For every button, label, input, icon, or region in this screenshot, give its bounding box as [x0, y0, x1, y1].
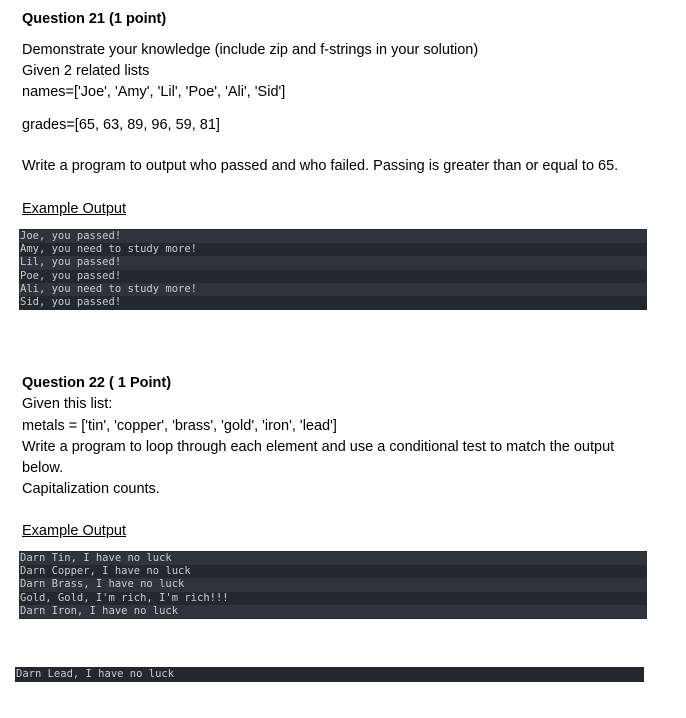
question-22-example-label: Example Output [22, 523, 126, 539]
output-line: Gold, Gold, I'm rich, I'm rich!!! [20, 591, 229, 604]
output-line: Darn Copper, I have no luck [20, 565, 191, 578]
output-line: Darn Lead, I have no luck [16, 668, 175, 680]
question-22-task: Write a program to loop through each element and use a conditional test to match the output [22, 439, 615, 455]
output-line: Sid, you passed! [20, 295, 122, 308]
output-line: Darn Iron, I have no luck [19, 605, 647, 618]
output-line: Darn Brass, I have no luck [19, 578, 647, 591]
names-list: names=['Joe', 'Amy', 'Lil', 'Poe', 'Ali', 'Sid'] [22, 84, 286, 100]
question-22-given-list: Given this list: [22, 396, 113, 412]
output-line: Joe, you passed! [19, 230, 647, 243]
question-21-example-label: Example Output [22, 201, 126, 217]
metals-list: metals = ['tin', 'copper', 'brass', 'gold', 'iron', 'lead'] [22, 418, 337, 434]
output-line: Amy, you need to study more! [20, 243, 198, 256]
question-22-task-continued: below. [22, 460, 64, 476]
output-line: Darn Tin, I have no luck [19, 552, 647, 565]
grades-list: grades=[65, 63, 89, 96, 59, 81] [22, 117, 220, 133]
question-21-title: Question 21 (1 point) [22, 11, 167, 27]
output-line: Poe, you passed! [20, 269, 122, 282]
question-21-task: Write a program to output who passed and who failed. Passing is greater than or equal to 65. [22, 158, 619, 174]
output-line: Lil, you passed! [19, 256, 647, 269]
output-line: Ali, you need to study more! [19, 283, 647, 296]
question-21-instruction: Demonstrate your knowledge (include zip and f-strings in your solution) [22, 42, 479, 58]
question-22-output-last-block [15, 667, 644, 682]
question-22-capitalization-note: Capitalization counts. [22, 481, 160, 497]
question-22-title: Question 22 ( 1 Point) [22, 375, 172, 391]
question-21-given-lists: Given 2 related lists [22, 63, 150, 79]
question-21-output-block [19, 229, 647, 310]
question-22-output-block [19, 551, 647, 619]
